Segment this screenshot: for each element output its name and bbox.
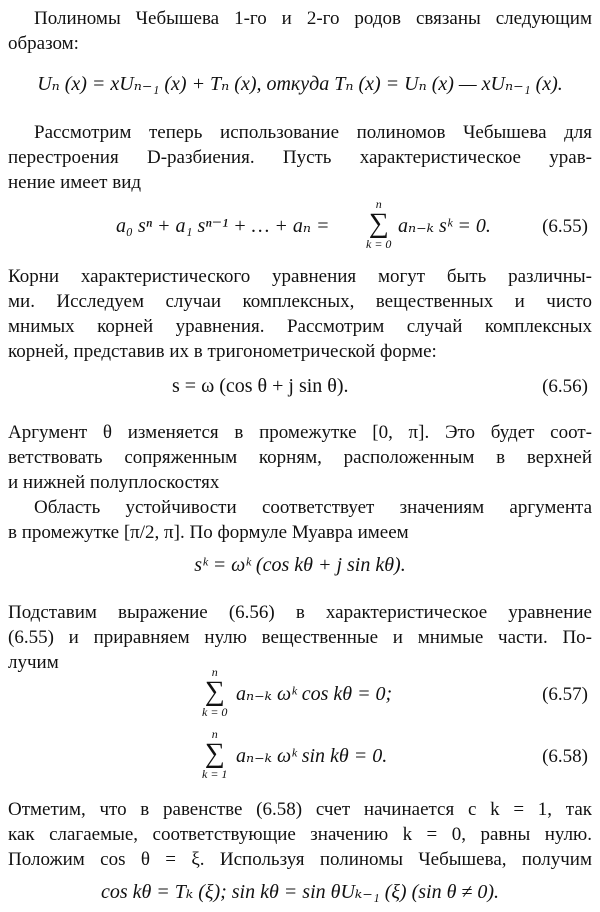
- text-line: Отметим, что в равенстве (6.58) счет начинается с k = 1, так: [8, 799, 592, 820]
- equation-moivre: sᵏ = ωᵏ (cos kθ + j sin kθ).: [194, 554, 406, 576]
- equation-6-55: [0, 198, 600, 254]
- equation-left-side: a₀ sⁿ + a₁ sⁿ⁻¹ + … + aₙ =: [116, 214, 330, 237]
- text-line: образом:: [8, 33, 79, 54]
- text-line: ветствовать сопряженным корням, расположенным в верхней: [8, 447, 592, 468]
- equation-number: (6.57): [542, 683, 588, 705]
- text-line: перестроения D-разбиения. Пусть характеристическое урав-: [8, 147, 592, 168]
- text-line: Корни характеристического уравнения могут быть различны-: [8, 266, 592, 287]
- sum-lower-limit: k = 0: [366, 237, 392, 251]
- text-line: как слагаемые, соответствующие значению k = 0, равны нулю.: [8, 824, 592, 845]
- equation-body: aₙ₋ₖ ωᵏ sin kθ = 0.: [236, 744, 388, 767]
- text-line: (6.55) и приравняем нулю вещественные и мнимые части. По-: [8, 627, 592, 648]
- sum-upper-limit: n: [211, 727, 218, 741]
- text-line: Положим cos θ = ξ. Используя полиномы Чебышева, получим: [8, 849, 592, 870]
- sigma-icon: ∑: [204, 738, 225, 769]
- equation-6-58: [0, 728, 600, 784]
- text-line: мнимых корней уравнения. Рассмотрим случай комплексных: [8, 316, 592, 337]
- text-line: Полиномы Чебышева 1-го и 2-го родов связаны следующим: [34, 8, 592, 29]
- text-line: Подставим выражение (6.56) в характеристическое уравнение: [8, 602, 592, 623]
- text-line: корней, представив их в тригонометрической форме:: [8, 341, 437, 362]
- equation-number: (6.56): [542, 375, 588, 397]
- equation-trig-chebyshev: cos kθ = Tₖ (ξ); sin kθ = sin θUₖ₋₁ (ξ) (sin θ ≠ 0).: [100, 881, 500, 903]
- sigma-icon: ∑: [368, 208, 389, 239]
- equation-body: s = ω (cos θ + j sin θ).: [172, 374, 349, 397]
- equation-6-56: [0, 372, 600, 400]
- equation-right-side: aₙ₋ₖ sᵏ = 0.: [398, 214, 491, 237]
- equation-number: (6.55): [542, 215, 588, 237]
- sum-upper-limit: n: [211, 665, 218, 679]
- sum-symbol: [202, 728, 227, 780]
- equation-chebyshev-relation: Uₙ (x) = xUₙ₋₁ (x) + Tₙ (x), откуда Tₙ (x) = Uₙ (x) — xUₙ₋₁ (x).: [37, 73, 563, 95]
- sum-upper-limit: n: [375, 197, 382, 211]
- text-line: Область устойчивости соответствует значениям аргумента: [34, 497, 592, 518]
- text-line: Аргумент θ изменяется в промежутке [0, π]. Это будет соот-: [8, 422, 592, 443]
- sum-lower-limit: k = 1: [202, 767, 228, 781]
- sigma-icon: ∑: [204, 676, 225, 707]
- equation-6-57: [0, 666, 600, 722]
- text-line: Рассмотрим теперь использование полиномов Чебышева для: [34, 122, 592, 143]
- text-line: и нижней полуплоскостях: [8, 472, 220, 493]
- text-line: лучим: [8, 652, 59, 673]
- text-line: нение имеет вид: [8, 172, 142, 193]
- text-line: ми. Исследуем случаи комплексных, вещественных и чисто: [8, 291, 592, 312]
- sum-lower-limit: k = 0: [202, 705, 228, 719]
- sum-symbol: [366, 198, 391, 250]
- sum-symbol: [202, 666, 227, 718]
- equation-body: aₙ₋ₖ ωᵏ cos kθ = 0;: [236, 682, 393, 705]
- equation-number: (6.58): [542, 745, 588, 767]
- text-line: в промежутке [π/2, π]. По формуле Муавра имеем: [8, 522, 409, 543]
